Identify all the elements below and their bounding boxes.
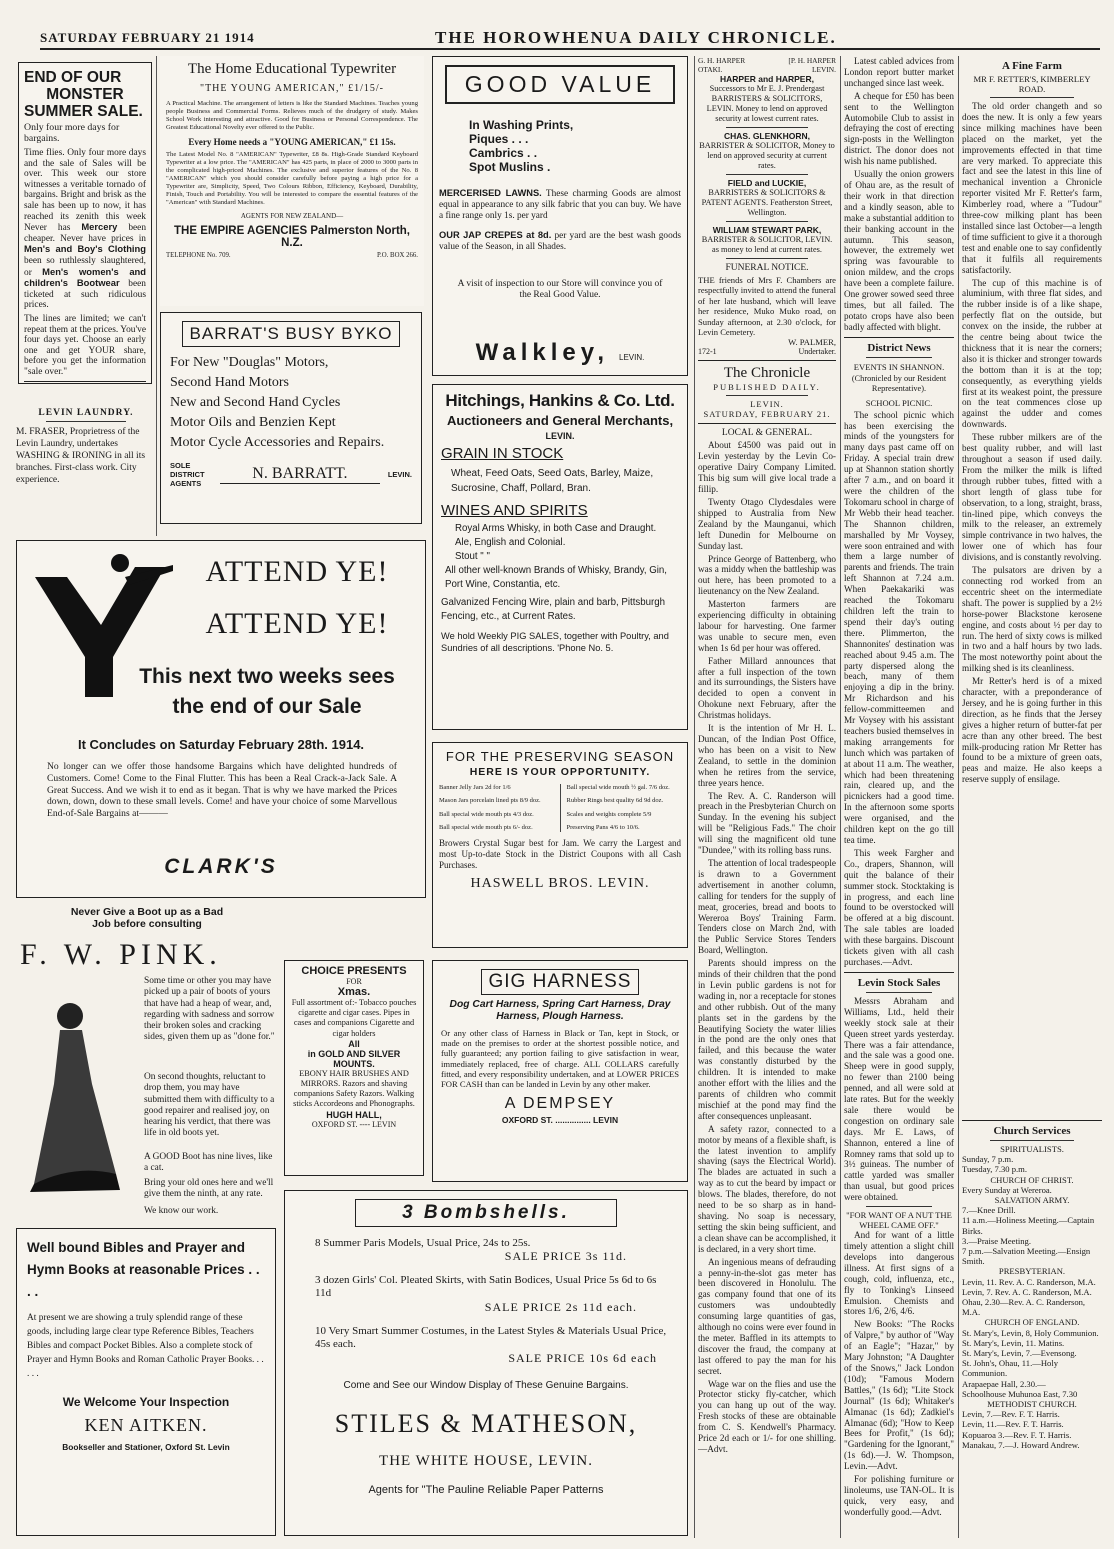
church-line: Manakau, 7.—J. Howard Andrew.	[962, 1439, 1080, 1450]
walkley-item-2: Piques . . .	[469, 132, 529, 146]
stiles-title: 3 Bombshells.	[355, 1199, 617, 1227]
farm-para-4: The pulsators are driven by a connecting rod worked from an eccentric sheet on the intermediate shaft. The power is supplied by a 2½ horse-power Blackstone kerosene engine, and costs about ½ per day to run. The herd of sixty cows is milked in two and a half hours by two lads. The most noteworthy point about the milking shed is its cleanliness.	[962, 565, 1102, 674]
barratt-sole: SOLE DISTRICT AGENTS	[170, 461, 205, 488]
millar-body-2: been cheaper. Never have prices in	[24, 223, 147, 244]
laundry-body: M. FRASER, Proprietress of the Levin Laundry, undertakes WASHING & IRONING in all its branches. First-class work. City experience.	[16, 427, 146, 485]
hitchings-grain-body: Wheat, Feed Oats, Seed Oats, Barley, Maize, Sucrosine, Chaff, Pollard, Bran.	[451, 468, 654, 494]
typewriter-firm: THE EMPIRE AGENCIES Palmerston North, N.Z.	[174, 225, 410, 249]
col4-para-2: A cheque for £50 has been sent to the Wellington Automobile Club to assist in defraying the cost of erecting sign-posts in the Wellington district. The donor does not wish his name published.	[844, 90, 954, 167]
funeral-no: 172-1	[698, 347, 717, 357]
haswell-left-1: Banner Jelly Jars 2d for 1/6	[439, 784, 511, 791]
hitchings-wines: WINES AND SPIRITS	[441, 502, 588, 519]
hitchings-ad	[432, 384, 688, 730]
pink-body-4: Bring your old ones here and we'll give them the ninth, at any rate.	[144, 1178, 274, 1200]
pink-body-1: Some time or other you may have picked up a pair of boots of yours that have had a heap of wear, and, regarding with sadness and sorrow their broken soles and cracking sides, given them up as "done for."	[144, 976, 275, 1043]
haswell-right-4: Preserving Pans 4/6 to 10/6.	[566, 823, 640, 831]
hall-body-2: EBONY HAIR BRUSHES AND MIRRORS. Razors and shaving companions Safety Razors. Walking sticks Accordeons and Phonographs.	[293, 1068, 415, 1109]
local-item-5: Father Millard announces that after a full inspection of the town and its surroundings, the Sisters have decided to open a convent in Ohokune next February, after the Christmas holidays.	[698, 655, 836, 721]
stiles-price-3: SALE PRICE 10s 6d each	[508, 1351, 657, 1365]
funeral-sig: W. PALMER,	[788, 337, 836, 348]
millar-clothing: Men's and Boy's Clothing	[24, 243, 146, 255]
levin-laundry-ad	[16, 408, 156, 528]
books-body: New Books: "The Rocks of Valpre," by author of "Way of an Eagle"; "Hazar," by Mary Johnston; "A Daughter of the Snows," Jack London (10d); "Famous Modern Battles," (1s 6d); "Lite Stock Journal" (1s 6d); Whitaker's Almanac (1s 6d); Zadkiel's Almanac (6d); "How to Keep Bees for Profit," (1s 6d); "Gardening for the Ignorant," (1s 6d).—J. W. Thompson, Levin.—Advt.	[844, 1319, 954, 1472]
walkley-mercerised	[439, 188, 681, 222]
church-line: CHURCH OF CHRIST.	[990, 1174, 1074, 1185]
walkley-title: GOOD VALUE	[445, 65, 675, 104]
aitken-welcome: We Welcome Your Inspection	[62, 1395, 230, 1409]
walkley-visit: A visit of inspection to our Store will convince you of the Real Good Value.	[457, 279, 663, 300]
column-divider-2	[694, 56, 695, 1538]
walkley-item-3: Cambrics . .	[469, 146, 538, 160]
hitchings-grain: GRAIN IN STOCK	[441, 445, 564, 462]
pink-body-2: On second thoughts, reluctant to drop them, you may have submitted them with difficulty to a good repairer and realised joy, on hearing his verdict, that there was life in old boots yet.	[144, 1072, 275, 1139]
chronicle-title: The Chronicle	[723, 365, 811, 382]
funeral-heading: FUNERAL NOTICE.	[725, 263, 809, 273]
stiles-come: Come and See our Window Display of These Genuine Bargains.	[343, 1380, 629, 1391]
column-four	[844, 56, 954, 1540]
glenkhorn-name: CHAS. GLENKHORN,	[724, 131, 810, 141]
church-line: Every Sunday at Wereroa.	[962, 1184, 1052, 1195]
haswell-right-list	[561, 784, 682, 832]
barratt-town: LEVIN.	[387, 470, 412, 479]
clarks-big-2: the end of our Sale	[172, 695, 362, 718]
laundry-title: LEVIN LAUNDRY.	[38, 408, 134, 418]
dempsey-ad	[432, 960, 688, 1182]
church-services	[962, 1118, 1102, 1538]
hall-all: All	[348, 1038, 360, 1049]
local-item-6: It is the intention of Mr H. L. Duncan, of the Indian Post Office, who has been on a visit to New Zealand, to settle in the dominion when he retires from the service, three years hence.	[698, 723, 836, 788]
haswell-left-2: Mason Jars porcelain lined pts 8/9 doz.	[439, 797, 541, 805]
harper-name: HARPER and HARPER,	[720, 74, 814, 84]
barratt-name: N. BARRATT.	[220, 465, 380, 484]
clarks-attend-2: ATTEND YE!	[205, 607, 389, 640]
church-line: St. Mary's, Levin, 7.—Evensong.	[962, 1348, 1077, 1359]
barratt-line-3: New and Second Hand Cycles	[170, 395, 341, 410]
park-body: BARRISTER & SOLICITOR, LEVIN. as money to lend at current rates.	[701, 235, 833, 254]
church-line: CHURCH OF ENGLAND.	[984, 1317, 1080, 1328]
local-item-8: The attention of local tradespeople is drawn to a Government advertisement in another column, calling for tenders for the supply of meat, groceries, bread and boots to Wereroa Boys' Training Farm. Tenders close on March 2nd, with the Public Service Stores Tenders Board, Wellington.	[698, 857, 836, 956]
hall-title: CHOICE PRESENTS	[301, 965, 407, 977]
typewriter-phone: TELEPHONE No. 709.	[166, 252, 231, 259]
col4-para-4: This week Fargher and Co., drapers, Shannon, will quit the balance of their summer stock. Stocktaking is in progress, and each line found to be overstocked will be offered at a big discount. The sale tables are loaded with these bargains. Discount tickets given with all cash purchases.—Advt.	[844, 847, 954, 967]
clarks-body: No longer can we offer those handsome Bargains which have delighted hundreds of Customers. Come! Come to the Final Flutter. This has been a Real Crack-a-Jack Sale. A Great Success. And we wish it to end as it began. That is why we have marked the Prices down, down, down to these small levels. Come! and have your choice of some Marvellous End-of-Sale Bargains at———	[47, 761, 397, 820]
picnic-heading: SCHOOL PICNIC.	[865, 397, 933, 408]
stiles-line-2: 3 dozen Girls' Col. Pleated Skirts, with Satin Bodices, Usual Price 5s 6d to 6s 11d	[315, 1274, 657, 1299]
haswell-left-list	[439, 784, 561, 832]
hall-ad	[284, 960, 424, 1176]
hitchings-town: LEVIN.	[545, 431, 575, 441]
haswell-right-3: Scales and weights complete 5/9	[566, 810, 652, 818]
walkley-town: LEVIN.	[619, 353, 645, 362]
harper-body: Successors to Mr E. J. Prendergast BARRISTERS & SOLICITORS, LEVIN. Money to lend on approved security at lowest current rates.	[706, 84, 828, 123]
dempsey-name: A DEMPSEY	[504, 1095, 616, 1113]
lady-illustration	[20, 994, 130, 1194]
column-three	[698, 56, 836, 1540]
field-luckie-name: FIELD and LUCKIE,	[727, 178, 807, 188]
haswell-name: HASWELL BROS. LEVIN.	[470, 875, 650, 891]
church-line: 7 p.m.—Salvation Meeting.—Ensign Smith.	[962, 1246, 1091, 1267]
barratt-line-5: Motor Cycle Accessories and Repairs.	[170, 435, 385, 450]
local-item-3: Prince George of Battenberg, who was a middy when the battleship was out here, has been promoted to a lieutenancy on the New Zealand.	[698, 553, 836, 597]
stock-sales-body: Messrs Abraham and Williams, Ltd., held their weekly stock sale at their Queen street yards yesterday. There was a fair attendance, and the sale was a good one. Sheep were in good supply, no fewer than 2100 being penned, and all were sold at late rates. But for the weekly sale there would be congestion on ordinary sale days. Mr E. Laws, of Shannon, entered a line of Romney rams that sold up to 3½ guineas. The number of cattle yarded was smaller than usual, but good prices were obtained.	[844, 995, 954, 1203]
clarks-firm: CLARK'S	[164, 855, 278, 878]
stiles-agents: Agents for "The Pauline Reliable Paper Patterns	[368, 1484, 604, 1496]
stiles-price-1: SALE PRICE 3s 11d.	[504, 1249, 627, 1263]
want-body: And for want of a little timely attention a slight chill develops into dangerous illness. At first signs of a cough, cold, influenza, etc., fly to Tonking's Linseed Emulsion. Chemists and stores 1/6, 2/6, 4/6.	[844, 1230, 954, 1317]
column-divider-4	[958, 56, 959, 1538]
church-list	[962, 1144, 1102, 1450]
clarks-ad	[16, 540, 426, 898]
church-line: 11 a.m.—Holiness Meeting.—Captain Birks.	[962, 1215, 1095, 1236]
stiles-line-3: 10 Very Smart Summer Costumes, in the Latest Styles & Materials Usual Price, 45s each.	[315, 1325, 667, 1350]
church-line: Tuesday, 7.30 p.m.	[962, 1164, 1028, 1175]
pink-body-3: A GOOD Boot has nine lives, like a cat.	[144, 1152, 273, 1174]
haswell-title: FOR THE PRESERVING SEASON	[445, 749, 675, 764]
typewriter-agents: AGENTS FOR NEW ZEALAND—	[240, 212, 344, 220]
church-line: Levin, 7.—Rev. F. T. Harris.	[962, 1409, 1060, 1420]
funeral-role: Undertaker.	[798, 347, 836, 357]
local-item-10: A safety razor, connected to a motor by means of a flexible shaft, is the latest invention to amplify shaving (says the Electrical World). The blades are actuated in such a way as to cut the beard by impact or blows. The blades, therefore, do not need to be so sharp as in hand-shaving. No soap is necessary, setting the skin being sufficient, and a clean shave can be accomplished, it is declared, in a very short time.	[698, 1123, 836, 1254]
church-line: Ohau, 2.30—Rev. A. C. Randerson, M.A.	[962, 1297, 1086, 1318]
events-sub: (Chronicled by our Resident Representative).	[851, 373, 947, 393]
hitchings-wines-4: All other well-known Brands of Whisky, Brandy, Gin, Port Wine, Constantia, etc.	[445, 565, 667, 590]
picnic-body: The school picnic which has been exercising the minds of the youngsters for many days past came off on Friday. A special train drew up at Shannon station shortly after 7 a.m., and on board it were the children of the Tokomaru school in charge of Mr Webb their head teacher. The Shannon children, marshalled by Mr Voysey, were soon entrained and with them a large number of parents and friends. The train left Shannon at 7.24 a.m. When Paekakariki was reached the Tokomaru children left the train to spend their day's outing there. Plimmerton, the Shannonites' destination was reached about 9.45 a.m. The party dispersed along the beach, many of them enjoying a dip in the briny. Mr Richardson and his fellow-committeemen and Mr Voysey with his assistant teachers busied themselves in making arrangements for lunch which was partaken of at about 11 a.m. The weather, which had been threatening rain, cleared up, and the picnickers had a good time. In the afternoon some sports were organised, and the children kept on the go till tea time.	[844, 409, 954, 845]
walkley-item-1: In Washing Prints,	[469, 118, 574, 132]
dempsey-sub: Dog Cart Harness, Spring Cart Harness, Dray Harness, Plough Harness.	[449, 999, 671, 1022]
church-line: 3.—Praise Meeting.	[962, 1235, 1031, 1246]
typewriter-subtitle: "THE YOUNG AMERICAN," £1/15/-	[199, 83, 384, 94]
column-divider-3	[840, 56, 841, 1538]
farm-para-3: These rubber milkers are of the best quality rubber, and will last throughout a season if used daily. From the milker the milk is lifted through rubber tubes, fitted with a short length of glass tube for observation, to a long, straight, brass, tin-lined pipe, which conveys the milk to the releaser, an extremely simple contrivance in two halves, the lower one of which has four divisions, and is constantly revolving.	[962, 432, 1102, 563]
chronicle-place: LEVIN.	[750, 399, 784, 410]
haswell-body: Browers Crystal Sugar best for Jam. We carry the Largest and most Up-to-date Stock in the District Coupons with all Cash Purchases.	[439, 838, 681, 870]
local-heading: LOCAL & GENERAL.	[721, 428, 813, 439]
local-item-2: Twenty Otago Clydesdales were shipped to Australia from New Zealand by the Maunganui, which left Dunedin for Melbourne on Sunday last.	[698, 496, 836, 551]
aitken-title: Well bound Bibles and Prayer and Hymn Books at reasonable Prices . . . .	[27, 1240, 260, 1299]
church-line: St. John's, Ohau, 11.—Holy Communion.	[962, 1358, 1059, 1379]
haswell-sub: HERE IS YOUR OPPORTUNITY.	[469, 766, 651, 778]
column-divider-1	[156, 56, 157, 536]
walkley-name: Walkley,	[475, 339, 610, 366]
chronicle-sub: PUBLISHED DAILY.	[713, 382, 821, 393]
typewriter-title: The Home Educational Typewriter	[187, 61, 397, 77]
col4-para-3: Usually the onion growers of Ohau are, as the result of their work in that direction and a kindly season, able to make a substantial addition to their banking account in the autumn. This season, however, the extremely wet spring was favourable to onion mildew, and the crops have been a complete failure. One grower sowed seed three times, but all failed. The potato crops have also been badly affected with blight.	[844, 169, 954, 332]
church-line: Levin, 11. Rev. A. C. Randerson, M.A.	[962, 1276, 1096, 1287]
millar-giorgi-ad	[18, 62, 152, 384]
walkley-merc-text: These charming Goods are almost equal in appearance to any silk fabric that you can buy. We have a fine range only 1s. per yard	[439, 189, 681, 221]
millar-mercery: Mercery	[81, 221, 118, 233]
local-item-7: The Rev. A. C. Randerson will preach in the Presbyterian Church on Sunday. In the evening his subject will be "Religious Fads." The choir will sing the magnificent old tune "Dundee," with its rolling bass runs.	[698, 790, 836, 856]
haswell-left-3: Ball special wide mouth pts 4/3 doz.	[439, 810, 534, 818]
walkley-item-4: Spot Muslins .	[469, 160, 551, 174]
stock-sales-heading: Levin Stock Sales	[857, 976, 941, 989]
millar-title-3: SUMMER SALE.	[24, 103, 143, 120]
millar-body-4: been ticketed at such ridiculous prices.	[24, 279, 146, 311]
church-line: SALVATION ARMY.	[994, 1195, 1070, 1206]
typewriter-ad	[160, 56, 424, 306]
church-line: Schoolhouse Muhunoa East, 7.30	[962, 1388, 1078, 1399]
church-line: METHODIST CHURCH.	[987, 1399, 1077, 1410]
dempsey-addr: OXFORD ST. ............... LEVIN	[501, 1115, 619, 1126]
pink-ad	[16, 906, 278, 1218]
hall-name: HUGH HALL,	[326, 1109, 382, 1120]
pink-name: F. W. PINK.	[20, 938, 222, 971]
pink-top-1: Never Give a Boot up as a Bad	[70, 906, 224, 918]
walkley-ad	[432, 56, 688, 376]
stiles-ad	[284, 1190, 688, 1536]
typewriter-body-1: A Practical Machine. The arrangement of letters is like the Standard Machines. Teaches young people Business and Commercial Forms. Relieves much of the drudgery of study. Makes School Work interesting and attractive. Good for Business or Personal Correspondence. The Greatest Educational Novelty ever offered to the Public.	[166, 100, 418, 131]
walkley-crepe-bold: OUR JAP CREPES at 8d.	[439, 230, 552, 240]
stiles-name: STILES & MATHESON,	[334, 1409, 638, 1438]
haswell-ad	[432, 742, 688, 948]
millar-bootwear: Men's women's and children's Bootwear	[24, 265, 147, 289]
typewriter-box: P.O. BOX 266.	[377, 252, 418, 259]
church-line: Levin, 7. Rev. A. C. Randerson, M.A.	[962, 1286, 1092, 1297]
hall-for: FOR	[346, 977, 362, 986]
col4-para-1: Latest cabled advices from London report butter market unchanged since last week.	[844, 56, 954, 88]
hitchings-wines-1: Royal Arms Whisky, in both Case and Draught.	[455, 523, 657, 534]
clarks-big-1: This next two weeks sees	[139, 665, 395, 688]
barratt-title: BARRAT'S BUSY BYKO	[182, 321, 400, 347]
dempsey-body: Or any other class of Harness in Black or Tan, kept in Stock, or made on the premises to order at the shortest possible notice, and fully guaranteed; any portion failing to give satisfaction in wear, immediately replaced, free of charge. ALL COLLARS carefully fitted, and every responsibility undertaken, and at LOWER PRICES FOR CASH than can be landed in Levin by any other maker.	[441, 1028, 679, 1090]
clarks-figure-head	[111, 554, 129, 572]
hitchings-fence: Galvanized Fencing Wire, plain and barb, Pittsburgh Fencing, etc., at Current Rates.	[441, 597, 666, 622]
aitken-name: KEN AITKEN.	[84, 1415, 208, 1435]
masthead	[40, 28, 1100, 50]
harper-levin: LEVIN.	[811, 65, 836, 74]
millar-title-1: END OF OUR	[24, 69, 122, 86]
farm-heading: A Fine Farm	[1002, 60, 1062, 72]
clarks-attend-1: ATTEND YE!	[205, 555, 389, 588]
aitken-addr: Bookseller and Stationer, Oxford St. Levin	[62, 1442, 230, 1452]
haswell-right-1: Ball special wide mouth ½ gal. 7/6 doz.	[566, 784, 670, 791]
events-heading: EVENTS IN SHANNON.	[853, 361, 945, 372]
hall-body-1: Full assortment of:- Tobacco pouches cigarette and cigar cases. Pipes in cases and companions Cigarette and cigar holders	[291, 998, 417, 1038]
church-line: Levin, 11.—Rev. F. T. Harris.	[962, 1419, 1064, 1430]
walkley-items	[469, 118, 681, 174]
glenkhorn-body: BARRISTER & SOLICITOR, Money to lend on approved security at current rates.	[699, 141, 835, 170]
district-news-heading: District News	[867, 341, 931, 354]
hitchings-wines-3: Stout " "	[455, 551, 490, 562]
typewriter-every: Every Home needs a "YOUNG AMERICAN," £1 15s.	[188, 137, 396, 147]
hitchings-sub: Auctioneers and General Merchants,	[446, 413, 674, 428]
walkley-crepes	[439, 230, 681, 253]
clarks-concludes: It Concludes on Saturday February 28th. 1914.	[77, 737, 365, 752]
church-line: Sunday, 7 p.m.	[962, 1154, 1014, 1165]
field-luckie-body: BARRISTERS & SOLICITORS & PATENT AGENTS. Featherston Street, Wellington.	[701, 188, 833, 217]
farm-para-5: Mr Retter's herd is of a mixed character, with a preponderance of Jersey, and he is going further in this direction, as he finds that the Jersey gives a higher return of butter-fat per acre than any other breed. The best milk-producing ration Mr Retter has found to be a mixture of green oats, peas and maize. He also keeps a reserve supply of ensilage.	[962, 676, 1102, 785]
barratt-line-4: Motor Oils and Benzien Kept	[170, 415, 336, 430]
dempsey-title: GIG HARNESS	[481, 969, 639, 995]
local-item-12: Wage war on the flies and use the Protector sticky fly-catcher, which you can hang up out of the way. Fresh stocks of these are obtainable from C. S. Kendwell's Pharmacy. Price 2d each or 1/- for one shilling.—Advt.	[698, 1378, 836, 1454]
typewriter-body-2: The Latest Model No. 8 "AMERICAN" Typewriter, £8 8s. High-Grade Standard Keyboard Typewriter at a low price. The "AMERICAN" has 425 parts, in place of 2000 to 3000 parts in the complicated high-priced Machines. The exclusive and superior features of the No. 8 "AMERICAN" which you should consider carefully before paying a high price for a Typewriter are, Simplicity, Speed, Two Colours Ribbon, Efficiency, Keyboard, Durability, Finish, Touch and Portability. You will be interested to compare the essential features of the "American" with Standard Machines.	[166, 151, 418, 206]
pink-top-2: Job before consulting	[92, 918, 202, 930]
harper-otaki: OTAKI.	[698, 65, 723, 74]
local-item-1: About £4500 was paid out in Levin yesterday by the Levin Co-operative Dairy Company Limited. This big sum will give local trade a fillip.	[698, 440, 836, 495]
harper-ph: [P. H. HARPER	[788, 56, 836, 65]
millar-body-1: Time flies. Only four more days and the sale of Sales will be over. This week our store witnesses a veritable tornado of bargains. Bright and brisk as the sale has been up to now, it has reached its zenith this week Never has	[24, 148, 146, 234]
local-item-9: Parents should impress on the minds of their children that the pond in Levin public gardens is not for wading in, nor a receptacle for stones and other rubbish. Out of the many plants set in the gardens by the Beautifying Society the water lilies in the pond are the only ones that failed, and this because the water was constantly disturbed by the children. It is intended to make another effort with the lilies and the parents of children who commit mischief at the pond may find the after consequences unpleasant.	[698, 958, 836, 1121]
hitchings-wines-2: Ale, English and Colonial.	[455, 537, 566, 548]
lady-head	[57, 1003, 83, 1029]
church-heading: Church Services	[993, 1125, 1071, 1137]
farm-para-2: The cup of this machine is of aluminium, with three flat sides, and the rubber inside is of a like shape, perfectly flat on the outside, but convex on the inside, the rubber at the centre being about twice the thickness that it is near the corners; also it is thicker and stronger towards the bottom than it is at the top; consequently, as everything yields first at its weakest point, the pressure on the teat commences close up against the udder and comes downwards.	[962, 277, 1102, 430]
millar-body-3: been so ruthlessly slaughtered, or	[24, 255, 146, 278]
hall-xmas: Xmas.	[337, 986, 371, 998]
church-line: Arapaepae Hall, 2.30.—	[962, 1378, 1046, 1389]
issue-date: SATURDAY FEBRUARY 21 1914	[40, 30, 255, 45]
want-heading: "FOR WANT OF A NUT THE WHEEL CAME OFF."	[846, 1210, 952, 1231]
park-name: WILLIAM STEWART PARK,	[712, 225, 822, 235]
walkley-merc-bold: MERCERISED LAWNS.	[439, 188, 542, 198]
barratt-ad	[160, 312, 422, 524]
stiles-house: THE WHITE HOUSE, LEVIN.	[379, 1453, 593, 1469]
chronicle-date: SATURDAY, FEBRUARY 21.	[703, 409, 831, 420]
hitchings-wines-body	[455, 522, 679, 564]
church-line: 7.—Knee Drill.	[962, 1205, 1016, 1216]
millar-intro: Only four more days for bargains.	[24, 122, 120, 144]
church-line: SPIRITUALISTS.	[1000, 1144, 1064, 1154]
barratt-lines	[170, 353, 412, 453]
farm-para-1: The old order changeth and so does the new. It is only a few years since milking machines have been placed on the market, yet the improvements effected in that time are very marked. To appreciate this fact and see the latest in this line of mechanical invention a Chronicle reporter visited Mr F. Retter's farm, Kimberley road, where a "Tudour" three-cow milking plant has been installed since last October—a length of time sufficient to give it a thorough test and enable one to say confidently that it fulfils all requirements satisfactorily.	[962, 101, 1102, 275]
lady-dress	[34, 1030, 116, 1184]
haswell-right-2: Rubber Rings best quality 6d 9d doz.	[566, 797, 664, 805]
farm-sub: MR F. RETTER'S, KIMBERLEY ROAD.	[973, 74, 1091, 94]
church-line: St. Mary's, Levin, 11. Matins.	[962, 1337, 1065, 1348]
hall-addr: OXFORD ST. ---- LEVIN	[311, 1119, 397, 1129]
paper-title: THE HOROWHENUA DAILY CHRONICLE.	[435, 28, 837, 47]
haswell-left-4: Ball special wide mouth pts 6/- doz.	[439, 823, 533, 831]
local-item-11: An ingenious means of defrauding a penny-in-the-slot gas meter has been discovered in Honolulu. The gas company found that one of its customers was undoubtedly consuming large quantities of gas, although no coins were ever found in the meter. Baffled in its attempts to discover the fraud, the company at last offered to pay the man for his secret.	[698, 1256, 836, 1376]
stiles-line-1: 8 Summer Paris Models, Usual Price, 24s to 25s.	[315, 1237, 531, 1249]
church-line: Kopuaroa 3.—Rev. F. T. Harris.	[962, 1429, 1072, 1440]
pink-body-5: We know our work.	[144, 1206, 219, 1216]
millar-body-5: The lines are limited; we can't repeat them at the prices. You've four days yet. Choose an early one and get YOUR share, before you get the information "sale over."	[24, 313, 146, 377]
harper-gh: G. H. HARPER	[698, 56, 746, 65]
church-line: PRESBYTERIAN.	[998, 1266, 1066, 1277]
polish-body: For polishing furniture or linoleums, use TAN-OL. It is quick, very easy, and wonderfully good.—Advt.	[844, 1474, 954, 1517]
aitken-body: At present we are showing a truly splendid range of these goods, including large clear type Reference Bibles, Teachers Bibles and compact Pocket Bibles. Also a complete stock of Prayer and Hymn Books and Roman Catholic Prayer Books. . . . . .	[27, 1313, 264, 1379]
millar-title-2: MONSTER	[46, 86, 124, 103]
hitchings-pig: We hold Weekly PIG SALES, together with Poultry, and Sundries of all descriptions. 'Phone No. 5.	[441, 631, 669, 653]
local-item-4: Masterton farmers are experiencing difficulty in obtaining labour for harvesting. One farmer was unable to secure men, even when 1s 6d per hour was offered.	[698, 599, 836, 653]
hall-gold: in GOLD AND SILVER MOUNTS.	[307, 1048, 401, 1069]
funeral-body: THE friends of Mrs F. Chambers are respectfully invited to attend the funeral of her late husband, which will leave her residence, Muko Muko road, on Sunday afternoon, at 2.30 o'clock, for Levin Cemetery.	[698, 275, 836, 338]
aitken-ad	[16, 1228, 276, 1536]
barratt-line-2: Second Hand Motors	[170, 375, 289, 390]
millar-body	[24, 148, 146, 311]
church-line: St. Mary's, Levin, 8, Holy Communion.	[962, 1327, 1099, 1338]
walkley-crepe-text: per yard are the best wash goods value of the Season, in all Shades.	[439, 231, 681, 252]
hitchings-title: Hitchings, Hankins & Co. Ltd.	[445, 391, 675, 410]
barratt-line-1: For New "Douglas" Motors,	[170, 355, 329, 370]
stiles-price-2: SALE PRICE 2s 11d each.	[484, 1300, 637, 1314]
